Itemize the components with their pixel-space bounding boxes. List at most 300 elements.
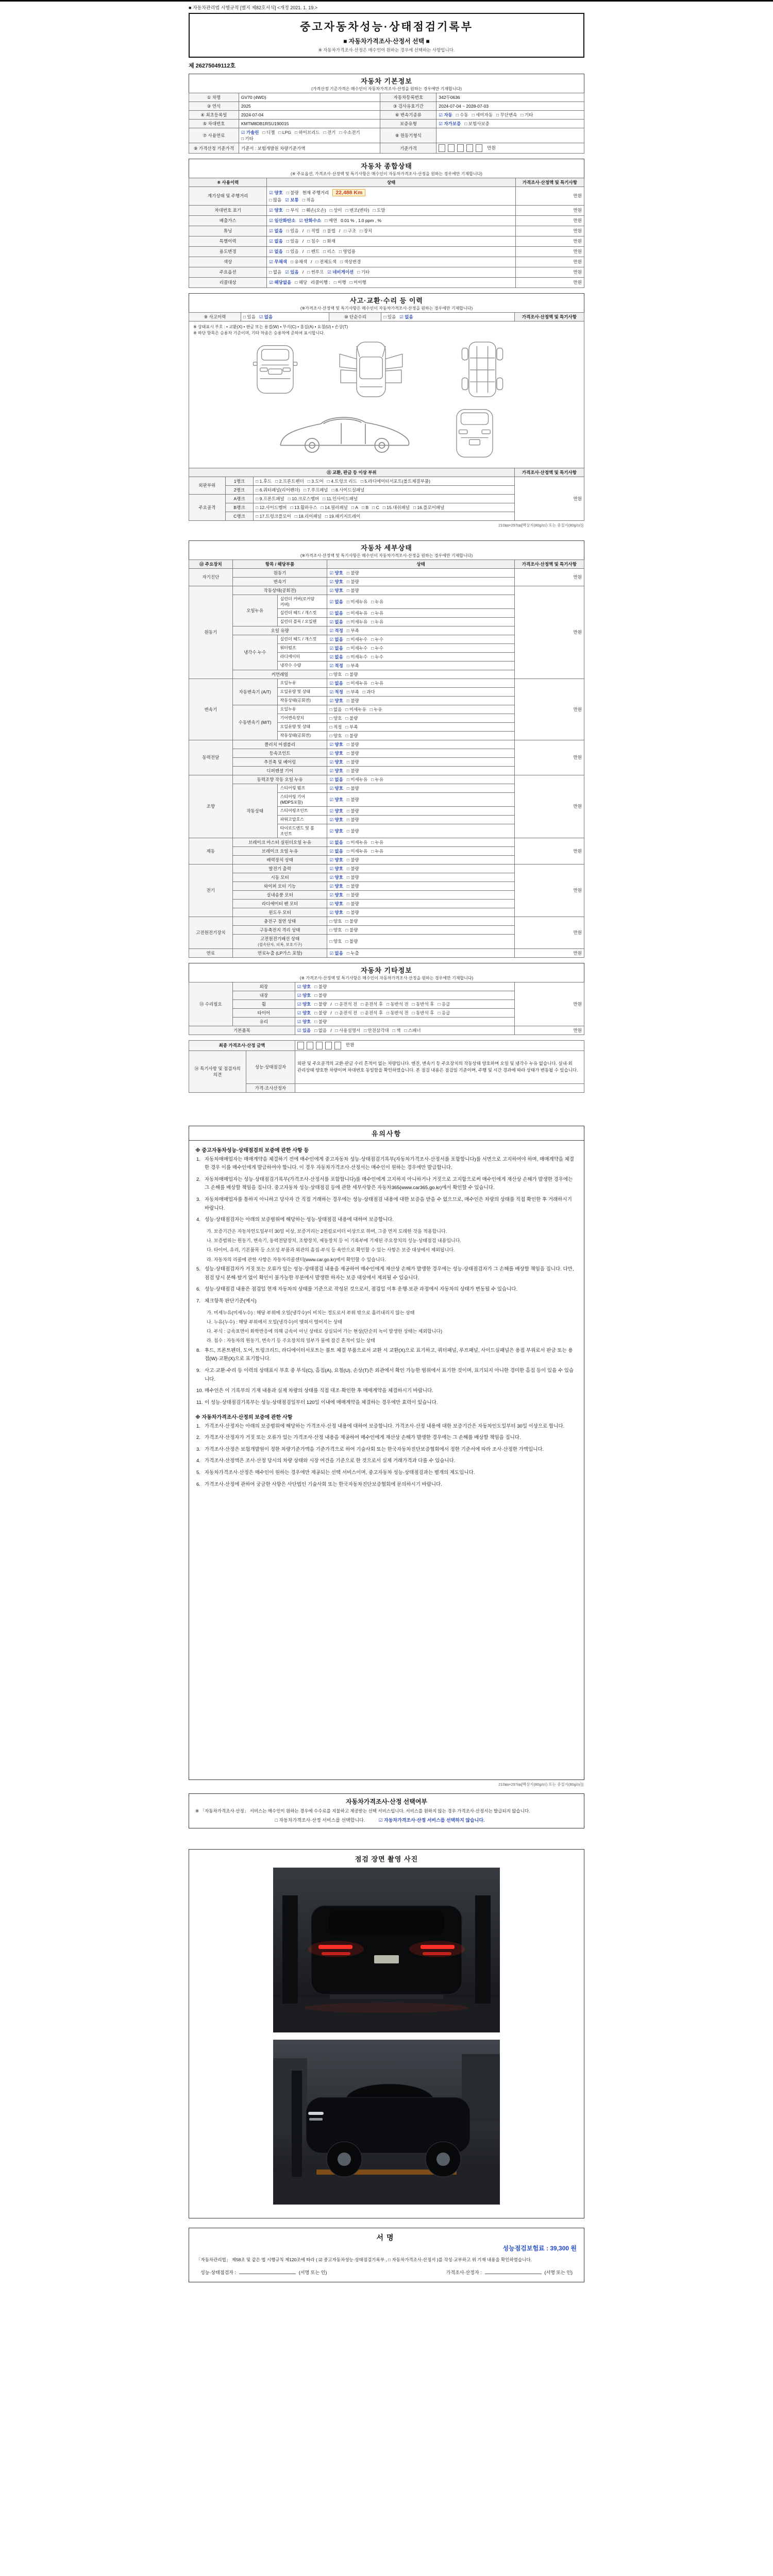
state-cell bbox=[267, 215, 515, 226]
item-number: 6. bbox=[196, 1481, 200, 1487]
accident-history-table bbox=[189, 312, 584, 321]
section-title: 자동차 기본정보 bbox=[361, 77, 412, 85]
checkbox-unchecked: □ 불량 bbox=[346, 866, 359, 871]
checkbox-unchecked: □ 불량 bbox=[314, 1019, 327, 1024]
checkbox-unchecked: □ 운전석 전 bbox=[335, 1001, 358, 1007]
subitem-label: 작동상태(공회전) bbox=[277, 731, 327, 740]
item-label: 변속기 bbox=[232, 577, 327, 586]
checkbox-unchecked: □ 미이행 bbox=[349, 280, 366, 285]
checkbox-unchecked: □ 화재 bbox=[323, 239, 335, 244]
notice-item bbox=[196, 1469, 577, 1478]
rank-label: B랭크 bbox=[225, 503, 253, 512]
section-note: (※가격조사·산정액 및 특기사항은 매수인이 자동차가격조사·산정을 원하는 경우에만 기재합니다) bbox=[300, 553, 473, 558]
opinion-header: ⑭ 특기사항 및 점검자의 의견 bbox=[189, 1050, 246, 1092]
state-cell bbox=[327, 890, 514, 899]
item-label: 냉각수 누수 bbox=[232, 635, 277, 670]
basic-info-table bbox=[189, 93, 584, 154]
subitem-label: 작동상태(공회전) bbox=[277, 696, 327, 705]
subitem-label: 파워고압호스 bbox=[277, 815, 327, 824]
table-row bbox=[189, 864, 584, 873]
checkbox-unchecked: □ 미세누유 bbox=[346, 599, 368, 604]
checkbox-checked: ☑ 자동차가격조사·산정 서비스를 선택하지 않습니다. bbox=[378, 1818, 485, 1823]
checkbox-unchecked: □ 장치 bbox=[360, 228, 373, 233]
field-label: 자동차등록번호 bbox=[380, 93, 436, 102]
rank-items bbox=[254, 512, 515, 520]
checkbox-unchecked: □ 부족 bbox=[346, 628, 359, 633]
price-cell: 만원 bbox=[515, 205, 584, 215]
document-title: 중고자동차성능·상태점검기록부 bbox=[300, 21, 473, 33]
inspection-photo-side bbox=[273, 2040, 500, 2205]
checkbox-unchecked: □ 무단변속 bbox=[496, 112, 517, 117]
notice-item bbox=[196, 1387, 577, 1396]
checkbox-checked: ☑ 양호 bbox=[329, 817, 343, 822]
price-select-note: ※ 「자동차가격조사·산정」 서비스는 매수인이 원하는 경우에 수수료를 지불하고 제공받는 선택 서비스입니다. 서비스를 원하지 않는 경우 가격조사·산정서는 발급되지 않습니다. bbox=[195, 1808, 530, 1814]
checkbox-unchecked: □ 불량 bbox=[346, 796, 359, 802]
notice-item bbox=[196, 1481, 577, 1489]
section-header bbox=[189, 293, 584, 312]
document-subtitle: ■ 자동차가격조사·산정서 선택 ■ bbox=[343, 38, 430, 45]
item-label: 고전원전기배선 상태 (접속단자, 피복, 보호기구) bbox=[232, 934, 327, 948]
opinion-text bbox=[295, 1083, 584, 1092]
item-number: 3. bbox=[196, 1446, 200, 1452]
rank-items bbox=[254, 485, 515, 494]
rank-items bbox=[254, 477, 515, 485]
state-line bbox=[269, 217, 513, 224]
checkbox-checked: ☑ 없음 bbox=[259, 314, 273, 319]
state-cell bbox=[327, 568, 514, 577]
notice-heading: ※ 중고자동차성능·상태점검의 보증에 관한 사항 등 bbox=[195, 1147, 309, 1154]
inspection-photos-section bbox=[189, 1849, 584, 2218]
header-row bbox=[189, 560, 584, 568]
checkbox-checked: ☑ 양호 bbox=[329, 883, 343, 889]
section-header bbox=[189, 963, 584, 982]
checkbox-unchecked: □ 불량 bbox=[345, 715, 358, 721]
state-cell bbox=[327, 635, 514, 643]
item-label: 외장 bbox=[232, 982, 295, 991]
checkbox-checked: ☑ 양호 bbox=[329, 741, 343, 747]
device-label: 전기 bbox=[189, 864, 233, 917]
etc-info-table bbox=[189, 982, 584, 1035]
field-value: 2024-07-04 bbox=[239, 111, 380, 120]
car-underbody-diagram bbox=[440, 339, 525, 400]
section-note: (※가격조사·산정액 및 특기사항은 매수인이 자동차가격조사·산정을 원하는 경우에만 기재합니다) bbox=[300, 306, 473, 311]
checkbox-checked: ☑ 양호 bbox=[297, 1019, 311, 1024]
checkbox-unchecked: □ 누수 bbox=[371, 645, 384, 651]
checkbox-checked: ☑ 해당없음 bbox=[269, 280, 292, 285]
field-value: KMTM8DB1RSU190015 bbox=[239, 120, 380, 128]
state-cell bbox=[327, 595, 514, 608]
field-label: ② 연식 bbox=[189, 102, 239, 111]
checkbox-checked: ☑ 양호 bbox=[329, 698, 343, 703]
notice-item bbox=[196, 1285, 577, 1294]
amount-digit-box bbox=[448, 144, 455, 152]
checkbox-unchecked: □ 미세누수 bbox=[346, 645, 368, 651]
paper-spec: 210㎜×297㎜[백상지(80g/㎡) 또는 중질지(80g/㎡)] bbox=[498, 522, 583, 528]
column-header: 상태 bbox=[327, 560, 514, 568]
state-cell bbox=[327, 908, 514, 917]
state-text: / bbox=[311, 259, 312, 264]
field-value: 2025 bbox=[239, 102, 380, 111]
notice-subitem: 다. 부식 : 금속표면이 화학반응에 의해 금속이 아닌 상태로 상실되어 가는 현상(단순히 녹이 발생한 상태는 제외합니다) bbox=[207, 1329, 443, 1334]
state-cell bbox=[327, 731, 514, 740]
item-text: 가격조사·산정자는 아래의 보증범위에 해당하는 가격조사·산정 내용에 대하여 보증합니다. 가격조사·산정 내용에 대한 보증기간은 자동차인도일부터 30일 이상으로 합니다. bbox=[205, 1423, 565, 1429]
item-label: 유리 bbox=[232, 1017, 295, 1026]
checkbox-checked: ☑ 양호 bbox=[269, 208, 283, 213]
checkbox-checked: ☑ 양호 bbox=[329, 828, 343, 834]
table-row bbox=[189, 1083, 584, 1092]
item-label: 작동상태(공회전) bbox=[232, 586, 327, 595]
item-text: 가격조사·산정액은 조사·산정 당시의 차량 상태와 시장 여건을 기준으로 한 것으로서 실제 거래가격과 다를 수 있습니다. bbox=[205, 1458, 456, 1464]
price-cell: 만원 bbox=[514, 838, 584, 864]
table-row bbox=[189, 93, 584, 102]
state-cell bbox=[327, 617, 514, 626]
amount-digit-box bbox=[325, 1042, 332, 1049]
state-cell bbox=[267, 267, 515, 277]
subitem-label: 실린더 헤드 / 개스킷 bbox=[277, 608, 327, 617]
item-label: 차대번호 표기 bbox=[189, 205, 267, 215]
checkbox-unchecked: □ 누유 bbox=[371, 599, 384, 604]
column-header: ⑧ 사용이력 bbox=[189, 178, 267, 187]
item-label: 튜닝 bbox=[189, 226, 267, 236]
checkbox-checked: ☑ 양호 bbox=[329, 874, 343, 880]
title-box bbox=[189, 13, 584, 58]
inspector-opinion-section bbox=[189, 1050, 584, 1093]
item-number: 2. bbox=[196, 1435, 200, 1441]
state-mark-legend: ※ 상태표시 부호 : • 교환(X) • 판금 또는 용접(W) • 부식(C) • 흠집(A) • 요철(U) • 손상(T) bbox=[193, 324, 348, 329]
checkbox-unchecked: □ 적정 bbox=[329, 724, 342, 730]
state-cell bbox=[295, 1017, 514, 1026]
table-row bbox=[189, 143, 584, 154]
field-label: ⑤ 차대번호 bbox=[189, 120, 239, 128]
checkbox-unchecked: □ 세미자동 bbox=[472, 112, 493, 117]
inspection-photo-rear bbox=[273, 1868, 500, 2032]
checkbox-unchecked: □ 응급 bbox=[438, 1001, 450, 1007]
amount-digit-box bbox=[307, 1042, 313, 1049]
paper-spec: 210㎜×297㎜[백상지(80g/㎡) 또는 중질지(80g/㎡)] bbox=[498, 1782, 583, 1787]
state-cell bbox=[327, 608, 514, 617]
simple-repair-label: ⑩ 단순수리 bbox=[329, 312, 381, 321]
checkbox-unchecked: □ 양호 bbox=[329, 733, 342, 738]
rank-items bbox=[254, 503, 515, 512]
state-cell bbox=[327, 705, 514, 714]
checkbox-unchecked: □ 미세누유 bbox=[346, 619, 368, 624]
checkbox-unchecked: □ 불량 bbox=[346, 808, 359, 814]
checkbox-unchecked: □ 없음 bbox=[314, 1027, 327, 1033]
item-number: 7. bbox=[196, 1298, 200, 1304]
checkbox-unchecked: □ 사용설명서 bbox=[335, 1027, 361, 1033]
field-value: 342두0636 bbox=[436, 93, 584, 102]
checkbox-checked: ☑ 양호 bbox=[329, 768, 343, 773]
checkbox-unchecked: □ 하이브리드 bbox=[294, 130, 320, 135]
state-line bbox=[269, 197, 513, 203]
state-line bbox=[269, 279, 513, 285]
checkbox-checked: ☑ 양호 bbox=[329, 759, 343, 765]
state-cell bbox=[267, 226, 515, 236]
section-title: 자동차 종합상태 bbox=[361, 162, 412, 170]
checkbox-unchecked: □ 불량 bbox=[345, 671, 358, 677]
item-label: 특별이력 bbox=[189, 236, 267, 246]
checkbox-unchecked: □ 없음 bbox=[329, 706, 342, 712]
notice-title: 유의사항 bbox=[189, 1126, 584, 1141]
subitem-label: 실린더 블록 / 오일팬 bbox=[277, 617, 327, 626]
field-label: 기준가격 bbox=[380, 143, 436, 154]
document-title-note: ※ 자동차가격조사·산정은 매수인이 원하는 경우에 선택하는 사항입니다. bbox=[318, 47, 455, 53]
price-cell: 만원 bbox=[515, 246, 584, 257]
notice-item bbox=[196, 1446, 577, 1454]
table-row bbox=[189, 128, 584, 143]
field-value bbox=[436, 143, 584, 154]
checkbox-unchecked: □ 있음 bbox=[286, 228, 299, 233]
item-number: 10. bbox=[196, 1388, 204, 1394]
notice-section bbox=[189, 1126, 584, 1780]
checkbox-unchecked: □ 4.트렁크 리드 bbox=[327, 478, 357, 484]
checkbox-unchecked: □ 3.도어 bbox=[307, 478, 324, 484]
checkbox-unchecked: □ 누유 bbox=[369, 706, 382, 712]
final-price-section bbox=[189, 1040, 584, 1051]
state-cell bbox=[327, 948, 514, 957]
table-row bbox=[189, 267, 584, 277]
device-label: 변속기 bbox=[189, 679, 233, 740]
checkbox-unchecked: □ 누유 bbox=[371, 619, 384, 624]
item-sublabel: (접속단자, 피복, 보호기구) bbox=[258, 942, 302, 947]
checkbox-checked: ☑ 없음 bbox=[399, 314, 413, 319]
table-row bbox=[189, 312, 584, 321]
checkbox-unchecked: □ 불량 bbox=[346, 883, 359, 889]
checkbox-unchecked: □ 동반석 전 bbox=[386, 1001, 409, 1007]
state-cell bbox=[327, 661, 514, 670]
checkbox-unchecked: □ 양호 bbox=[329, 671, 342, 677]
item-label: 원동기 bbox=[232, 568, 327, 577]
notice-item bbox=[196, 1457, 577, 1466]
table-row bbox=[189, 187, 584, 206]
state-cell bbox=[327, 855, 514, 864]
item-label: 타이어 bbox=[232, 1008, 295, 1017]
column-header: ⑫ 주요장치 bbox=[189, 560, 233, 568]
checkbox-unchecked: □ 10.크로스멤버 bbox=[288, 496, 320, 501]
item-number: 5. bbox=[196, 1266, 200, 1273]
item-text: 자동차매매업자는 성능·상태점검기록부(가격조사·산정서를 포함합니다)를 매수인에게 고지하지 아니하거나 거짓으로 고지함으로써 매수인에게 재산상 손해가 발생한 경우에는 그 손해를 배상할 책임을 집니다. 중고자동차 성능·상태점검 등에 관한 세부사항은 자동차365(www.car365.go.kr)에서 확인할 수 있습니다. bbox=[205, 1176, 573, 1191]
checkbox-checked: ☑ 양호 bbox=[329, 866, 343, 871]
table-row bbox=[189, 948, 584, 957]
state-cell bbox=[295, 991, 514, 999]
amount-digit-box bbox=[476, 144, 482, 152]
checkbox-unchecked: □ 없음 bbox=[269, 269, 282, 275]
state-cell bbox=[295, 1008, 514, 1017]
subitem-label: 타이로드엔드 및 볼 조인트 bbox=[277, 824, 327, 838]
state-cell bbox=[327, 838, 514, 846]
notice-item bbox=[196, 1347, 577, 1364]
accident-history-label: ⑨ 사고이력 bbox=[189, 312, 241, 321]
state-cell bbox=[295, 999, 514, 1008]
checkbox-checked: ☑ 없음 bbox=[329, 839, 343, 845]
item-text: 가격조사·산정에 관하여 궁금한 사항은 사단법인 기술사회 또는 한국자동차진단보증협회에 문의하시기 바랍니다. bbox=[205, 1481, 442, 1487]
checkbox-unchecked: □ 미세누유 bbox=[345, 706, 366, 712]
section-header bbox=[189, 74, 584, 93]
checkbox-unchecked: □ 누유 bbox=[371, 839, 384, 845]
checkbox-unchecked: □ 18.리어패널 bbox=[294, 513, 322, 519]
subitem-label: 오일누유 bbox=[277, 679, 327, 687]
price-select-title: 자동차가격조사·산정 선택여부 bbox=[345, 1798, 428, 1805]
repair-group-label: ⑬ 수리필요 bbox=[189, 982, 233, 1026]
checkbox-unchecked: □ 스패너 bbox=[404, 1027, 421, 1033]
state-cell bbox=[267, 257, 515, 267]
state-text: / bbox=[302, 269, 304, 275]
checkbox-unchecked: □ 5.라디에이터서포트(볼트체결부품) bbox=[360, 478, 431, 484]
table-row bbox=[189, 226, 584, 236]
price-select-options bbox=[195, 1817, 578, 1823]
item-label: 기본품목 bbox=[189, 1026, 295, 1035]
item-label: 시동 모터 bbox=[232, 873, 327, 882]
item-label: 작동상태 bbox=[232, 784, 277, 838]
table-row bbox=[189, 1050, 584, 1083]
price-cell: 만원 bbox=[514, 917, 584, 948]
checkbox-unchecked: □ 12.사이드멤버 bbox=[256, 504, 287, 510]
signature-title: 서명 bbox=[376, 2233, 397, 2242]
item-label: 등속조인트 bbox=[232, 749, 327, 757]
checkbox-unchecked: □ LPG bbox=[278, 130, 291, 135]
opinion-who: 성능·상태점검자 bbox=[246, 1050, 295, 1083]
state-text: 0.01 % , 1.0 ppm , % bbox=[341, 218, 382, 223]
item-label: 오일 유량 bbox=[232, 626, 327, 635]
item-text: 자동차매매업자는 매매계약을 체결하기 전에 매수인에게 중고자동차 성능·상태점검기록부(자동차가격조사·산정서를 포함합니다)를 서면으로 고지하여야 하며, 매매계약을 체결한 경우 이를 매수인에게 발급하여야 합니다. 이 경우 자동차가격조사·산정서는 매수인이 원하는 경우에만 발급합니다. bbox=[205, 1156, 574, 1171]
insurance-fee-value: 39,300 원 bbox=[550, 2245, 577, 2252]
diagram-row bbox=[193, 339, 580, 400]
subitem-label: 실린더 커버(로커암 커버) bbox=[277, 595, 327, 608]
state-cell bbox=[327, 917, 514, 925]
notice-subitem: 가. 미세누유(미세누수) : 해당 부위에 오일(냉각수)이 비치는 정도로서 부위 밖으로 흘러내리지 않는 상태 bbox=[207, 1310, 415, 1315]
car-rear-diagram bbox=[448, 403, 501, 464]
header-row bbox=[189, 468, 584, 477]
checkbox-unchecked: □ 누유 bbox=[371, 680, 384, 686]
insurance-fee-label: 성능점검보험료 : bbox=[502, 2245, 549, 2252]
item-text: 이 성능·상태점검기록부는 성능·상태점검일부터 120일 이내에 매매계약을 체결하는 경우에만 효력이 있습니다. bbox=[205, 1399, 438, 1405]
etc-info-section bbox=[189, 963, 584, 1035]
checkbox-unchecked: □ 8.사이드실패널 bbox=[331, 487, 365, 493]
checkbox-unchecked: □ 수동 bbox=[456, 112, 468, 117]
signature-line bbox=[239, 2269, 296, 2274]
table-row bbox=[189, 205, 584, 215]
checkbox-unchecked: □ 운전석 전 bbox=[335, 1010, 358, 1015]
table-row bbox=[189, 679, 584, 687]
state-cell bbox=[327, 873, 514, 882]
notice-item bbox=[196, 1297, 577, 1306]
item-number: 6. bbox=[196, 1286, 200, 1293]
basic-info-section bbox=[189, 74, 584, 154]
section-title: 자동차 기타정보 bbox=[361, 966, 412, 974]
checkbox-unchecked: □ 전체도색 bbox=[315, 259, 337, 264]
opinion-table bbox=[189, 1050, 584, 1093]
price-cell: 만원 bbox=[515, 277, 584, 287]
checkbox-unchecked: □ 미세누유 bbox=[346, 610, 368, 616]
checkbox-unchecked: □ 동반석 후 bbox=[412, 1010, 434, 1015]
checkbox-unchecked: □ 불량 bbox=[286, 190, 299, 195]
checkbox-unchecked: □ 16.플로어패널 bbox=[413, 504, 445, 510]
state-cell bbox=[327, 925, 514, 934]
device-label: 자기진단 bbox=[189, 568, 233, 586]
car-front-diagram bbox=[248, 339, 302, 400]
checkbox-checked: ☑ 없음 bbox=[329, 645, 343, 651]
state-line bbox=[269, 269, 513, 275]
checkbox-checked: ☑ 보통 bbox=[285, 197, 299, 202]
item-number: 1. bbox=[196, 1156, 200, 1162]
item-label: 발전기 출력 bbox=[232, 864, 327, 873]
appraiser-signer-label: 가격조사·산정자 : bbox=[446, 2269, 482, 2275]
item-label: 윈도우 모터 bbox=[232, 908, 327, 917]
unit-label: 만원 bbox=[345, 1042, 355, 1048]
checkbox-unchecked: □ 많음 bbox=[269, 197, 282, 202]
checkbox-unchecked: □ 불량 bbox=[346, 698, 359, 703]
checkbox-checked: ☑ 양호 bbox=[329, 857, 343, 862]
state-cell bbox=[267, 187, 515, 206]
overall-condition-section bbox=[189, 159, 584, 288]
checkbox-checked: ☑ 적정 bbox=[329, 663, 343, 668]
field-label: ④ 최초등록일 bbox=[189, 111, 239, 120]
subitem-label: 스티어링조인트 bbox=[277, 806, 327, 815]
checkbox-unchecked: □ A bbox=[351, 504, 358, 510]
item-label: 추진축 및 베어링 bbox=[232, 757, 327, 766]
signature-line bbox=[485, 2269, 542, 2274]
state-cell bbox=[327, 577, 514, 586]
checkbox-unchecked: □ 불량 bbox=[314, 1010, 327, 1015]
checkbox-unchecked: □ 15.대쉬패널 bbox=[382, 504, 410, 510]
checkbox-unchecked: □ 기타 bbox=[357, 269, 370, 275]
state-cell bbox=[241, 312, 329, 321]
subitem-label: 오일유량 및 상태 bbox=[277, 687, 327, 696]
state-cell bbox=[327, 749, 514, 757]
item-number: 11. bbox=[196, 1399, 203, 1405]
state-cell bbox=[327, 824, 514, 838]
state-cell bbox=[327, 626, 514, 635]
table-row bbox=[189, 111, 584, 120]
rank-label: 2랭크 bbox=[225, 485, 253, 494]
section-title: 사고·교환·수리 등 이력 bbox=[350, 296, 423, 304]
state-cell bbox=[327, 806, 514, 815]
field-label: ③ 검사유효기간 bbox=[380, 102, 436, 111]
checkbox-checked: ☑ 양호 bbox=[329, 892, 343, 897]
state-line bbox=[269, 228, 513, 234]
item-text: 자동차매매업자를 통하지 아니하고 당사자 간 직접 거래하는 경우에는 성능·상태점검 내용에 대한 보증을 받을 수 없으므로, 매수인은 차량의 상태를 직접 확인한 후 거래하시기 바랍니다. bbox=[205, 1197, 572, 1211]
item-label: 구동축전지 격리 상태 bbox=[232, 925, 327, 934]
section-note: (※ 주요옵션, 가격조사·산정액 및 특기사항은 매수인이 자동차가격조사·산정을 원하는 경우에만 기재합니다) bbox=[291, 172, 482, 176]
final-price-table bbox=[189, 1040, 584, 1051]
state-cell bbox=[267, 236, 515, 246]
subitem-label: 기어변속장치 bbox=[277, 714, 327, 722]
item-label: 색상 bbox=[189, 257, 267, 267]
checkbox-unchecked: □ 양호 bbox=[329, 918, 342, 924]
mileage-highlight: 22,488 Km bbox=[332, 189, 365, 196]
checkbox-checked: ☑ 무채색 bbox=[269, 259, 287, 264]
field-value: 기준서 : 보험개발원 차량기준가액 bbox=[239, 143, 380, 154]
overall-condition-table bbox=[189, 178, 584, 288]
checkbox-unchecked: □ 상이 bbox=[329, 208, 342, 213]
table-row bbox=[189, 1026, 584, 1035]
state-cell bbox=[327, 757, 514, 766]
state-text: / bbox=[330, 1027, 332, 1033]
checkbox-unchecked: □ 훼손(오손) bbox=[302, 208, 326, 213]
state-text: / bbox=[302, 228, 304, 233]
checkbox-unchecked: □ 미세누유 bbox=[346, 839, 368, 845]
price-cell: 만원 bbox=[515, 187, 584, 206]
checkbox-unchecked: □ 19.패키지트레이 bbox=[325, 513, 361, 519]
price-cell: 만원 bbox=[514, 948, 584, 957]
checkbox-checked: ☑ 없음 bbox=[329, 599, 343, 604]
checkbox-unchecked: □ 불량 bbox=[314, 1001, 327, 1007]
checkbox-unchecked: □ 불량 bbox=[346, 750, 359, 756]
device-label: 원동기 bbox=[189, 586, 233, 679]
diagram-note: ※ 하단 항목은 승용차 기준이며, 기타 차종은 승용차에 준하여 표시합니다. bbox=[193, 330, 325, 335]
checkbox-checked: ☑ 없음 bbox=[329, 776, 343, 782]
checkbox-checked: ☑ 있음 bbox=[297, 1027, 311, 1033]
